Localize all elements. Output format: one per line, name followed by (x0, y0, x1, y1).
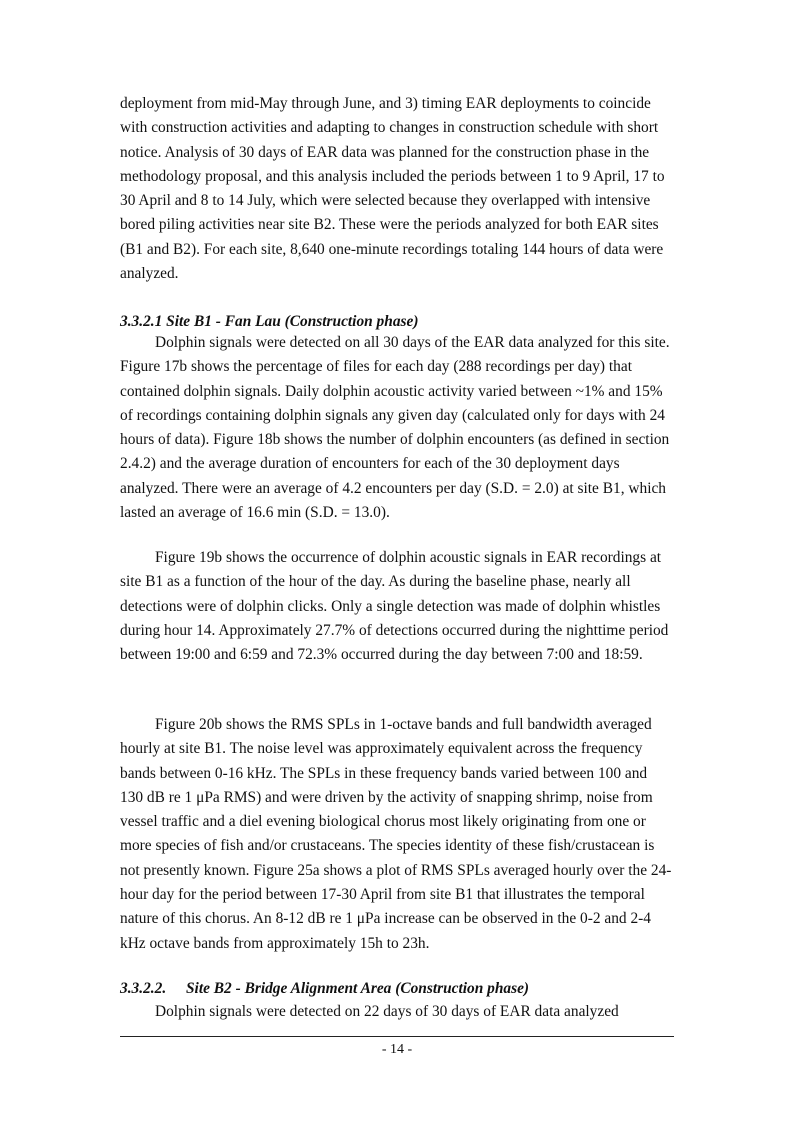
document-page (120, 0, 674, 1123)
paragraph-hourly-occurrence: Figure 19b shows the occurrence of dolphin acoustic signals in EAR recordings at site B1 as a function of the hour of the day. As during the baseline phase, nearly all detections were of dolphin clicks. Only a single detection was made of dolphin whistles during hour 14. Approximately 27.7% of detections occurred during the nighttime period between 19:00 and 6:59 and 72.3% occurred during the day between 7:00 and 18:59. (120, 549, 669, 664)
paragraph-site-b2-detections: Dolphin signals were detected on 22 days of 30 days of EAR data analyzed (155, 1003, 619, 1020)
heading-site-b2-title: Site B2 - Bridge Alignment Area (Construction phase) (186, 980, 530, 997)
paragraph-ear-deployment: deployment from mid-May through June, and 3) timing EAR deployments to coincide with construction activities and adapting to changes in construction schedule with short notice. Analysis of 30 days of EAR data was planned for the construction phase in the methodology proposal, and this analysis included the periods between 1 to 9 April, 17 to 30 April and 8 to 14 July, which were selected because they overlapped with intensive bored piling activities near site B2. These were the periods analyzed for both EAR sites (B1 and B2). For each site, 8,640 one-minute recordings totaling 144 hours of data were analyzed. (120, 95, 665, 283)
page-number: - 14 - (381, 1042, 413, 1057)
heading-site-b1: 3.3.2.1 Site B1 - Fan Lau (Construction phase) (120, 313, 419, 330)
paragraph-site-b1-detections: Dolphin signals were detected on all 30 days of the EAR data analyzed for this site. Figure 17b shows the percentage of files for each day (288 recordings per day) that contained dolphin signals. Daily dolphin acoustic activity varied between ~1% and 15% of recordings containing dolphin signals any given day (calculated only for days with 24 hours of data). Figure 18b shows the number of dolphin encounters (as defined in section 2.4.2) and the average duration of encounters for each of the 30 deployment days analyzed. There were an average of 4.2 encounters per day (S.D. = 2.0) at site B1, which lasted an average of 16.6 min (S.D. = 13.0). (120, 334, 670, 522)
paragraph-rms-spl: Figure 20b shows the RMS SPLs in 1-octave bands and full bandwidth averaged hourly at site B1. The noise level was approximately equivalent across the frequency bands between 0-16 kHz. The SPLs in these frequency bands varied between 100 and 130 dB re 1 μPa RMS) and were driven by the activity of snapping shrimp, noise from vessel traffic and a diel evening biological chorus most likely originating from one or more species of fish and/or crustaceans. The species identity of these fish/crustacean is not presently known. Figure 25a shows a plot of RMS SPLs averaged hourly over the 24-hour day for the period between 17-30 April from site B1 that illustrates the temporal nature of this chorus. An 8-12 dB re 1 μPa increase can be observed in the 0-2 and 2-4 kHz octave bands from approximately 15h to 23h. (120, 716, 672, 952)
heading-site-b2-number: 3.3.2.2. (120, 980, 167, 997)
footer-divider (120, 1036, 674, 1037)
heading-site-b2 (120, 977, 674, 1001)
